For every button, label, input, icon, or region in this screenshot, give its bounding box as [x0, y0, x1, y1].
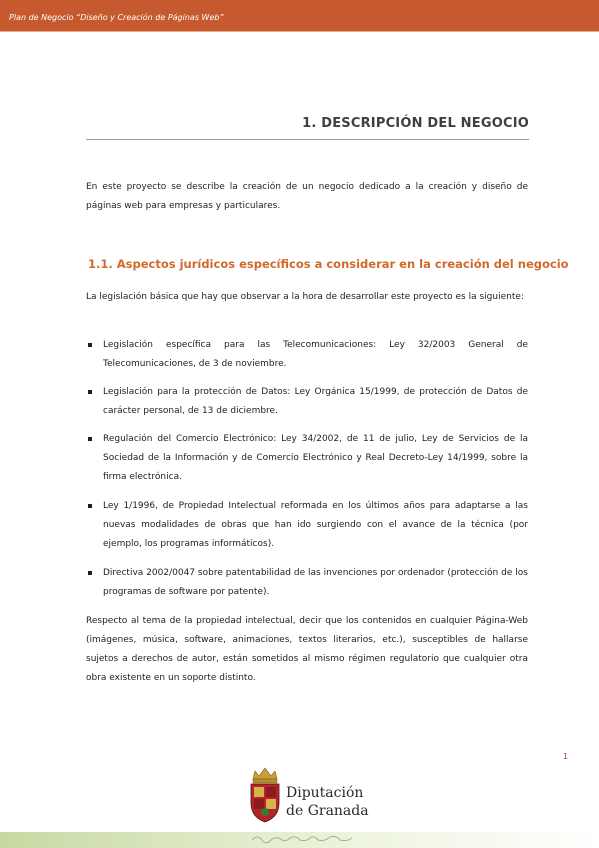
list-item: [86, 497, 528, 554]
closing-paragraph: Respecto al tema de la propiedad intelectual, decir que los contenidos en cualquier Página-Web (imágenes, música, software, animaciones, textos literarios, etc.), susceptibles de hallarse sujetos a derechos de autor, están sometidos al mismo régimen regulatorio que cualquier otra obra existente en un soporte distinto.: [86, 616, 528, 683]
list-item: [86, 430, 528, 487]
footer-band: [0, 832, 599, 848]
list-item: [86, 383, 528, 421]
tagline-signature: [250, 832, 370, 844]
list-item-text: Legislación para la protección de Datos: Ley Orgánica 15/1999, de protección de Datos de carácter personal, de 13 de diciembre.: [103, 387, 528, 416]
coat-of-arms-icon: [247, 765, 283, 825]
bullet-icon: [88, 390, 92, 394]
header-title: Plan de Negocio “Diseño y Creación de Páginas Web”: [9, 13, 224, 22]
bullet-icon: [88, 437, 92, 441]
list-item-text: Regulación del Comercio Electrónico: Ley 34/2002, de 11 de julio, Ley de Servicios de la Sociedad de la Información y de Comercio Electrónico y Real Decreto-Ley 14/1999, sobre la firma electrónica.: [103, 434, 528, 482]
list-item-text: Directiva 2002/0047 sobre patentabilidad de las invenciones por ordenador (protección de los programas de software por patente).: [103, 568, 528, 597]
logo-title-line2: de Granada: [286, 803, 369, 819]
legislation-intro: La legislación básica que hay que observar a la hora de desarrollar este proyecto es la siguiente:: [86, 292, 524, 302]
header-divider: [0, 31, 599, 32]
subheading: 1.1. Aspectos jurídicos específicos a considerar en la creación del negocio: [88, 257, 569, 271]
title-rule: [86, 139, 529, 140]
list-item: [86, 564, 528, 602]
bullet-icon: [88, 343, 92, 347]
bullet-icon: [88, 504, 92, 508]
section-title: 1. DESCRIPCIÓN DEL NEGOCIO: [302, 116, 529, 131]
intro-paragraph: En este proyecto se describe la creación de un negocio dedicado a la creación y diseño de páginas web para empresas y particulares.: [86, 182, 528, 211]
bullet-icon: [88, 571, 92, 575]
list-item-text: Ley 1/1996, de Propiedad Intelectual reformada en los últimos años para adaptarse a las nuevas modalidades de obras que han ido surgiendo con el avance de la técnica (por ejemplo, los programas informáticos).: [103, 501, 528, 549]
list-item: [86, 336, 528, 374]
page-number: 1: [563, 752, 569, 761]
header-band: [0, 0, 599, 32]
logo-title-line1: Diputación: [286, 785, 364, 801]
list-item-text: Legislación específica para las Telecomunicaciones: Ley 32/2003 General de Telecomunicaciones, de 3 de noviembre.: [103, 340, 528, 369]
